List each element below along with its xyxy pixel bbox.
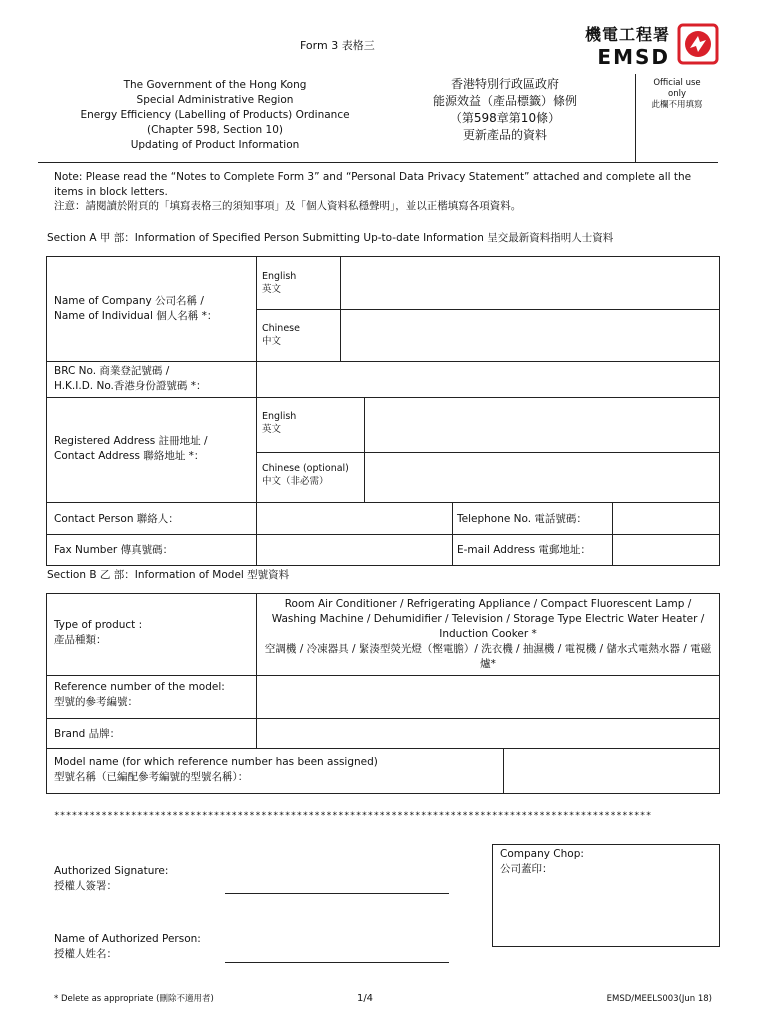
telephone-field[interactable] (613, 503, 719, 534)
address-label: Registered Address 註冊地址 / Contact Address 聯絡地址 *： (54, 435, 208, 462)
fax-field[interactable] (257, 535, 451, 565)
brc-field[interactable] (257, 362, 719, 397)
form-code: EMSD/MEELS003(Jun 18) (606, 994, 712, 1004)
company-chinese-label: Chinese 中文 (262, 323, 300, 347)
government-chinese-heading: 香港特別行政區政府 能源效益（產品標籤）條例 （第598章第10條） 更新產品的資料 (432, 77, 577, 142)
header-rule (38, 162, 718, 163)
authorized-person-name-field[interactable] (225, 934, 449, 961)
authorized-signature-label: Authorized Signature: 授權人簽署： (54, 865, 169, 892)
authorized-signature-field[interactable] (225, 865, 449, 892)
contact-person-field[interactable] (257, 503, 451, 534)
address-english-label: English 英文 (262, 411, 297, 435)
section-b-title: Section B 乙 部：Information of Model 型號資料 (47, 569, 290, 581)
emsd-emblem-icon (676, 22, 720, 66)
government-english-heading: The Government of the Hong Kong Special Administrative Region Energy Efficiency (Labelling of Products) Ordinance (Chapter 598, Section 10) Updating of Product Information (80, 79, 350, 151)
logo-english-text: EMSD (597, 45, 670, 69)
divider (256, 397, 257, 503)
email-label: E-mail Address 電郵地址： (457, 544, 591, 556)
official-use-label: Official use only 此欄不用填寫 (651, 78, 703, 110)
reference-number-label: Reference number of the model: 型號的參考編號： (54, 681, 225, 708)
official-use-divider (635, 74, 636, 162)
signature-line (225, 893, 449, 894)
section-a-title: Section A 甲 部：Information of Specified Person Submitting Up-to-date Information 呈交最新資料指明人士資料 (47, 232, 614, 244)
address-chinese-label: Chinese (optional) 中文（非必需） (262, 463, 349, 487)
delete-note: * Delete as appropriate (刪除不適用者) (54, 994, 214, 1004)
divider (452, 534, 453, 566)
authorized-person-name-label: Name of Authorized Person: 授權人姓名： (54, 933, 201, 960)
brand-label: Brand 品牌： (54, 728, 121, 740)
address-english-field[interactable] (365, 398, 719, 452)
brand-field[interactable] (257, 719, 719, 748)
product-type-label: Type of product : 產品種類： (54, 619, 143, 646)
brc-label: BRC No. 商業登記號碼 / H.K.I.D. No.香港身份證號碼 *： (54, 365, 207, 392)
note-english: Note: Please read the “Notes to Complete Form 3” and “Personal Data Privacy Statement” attached and complete all the items in block letters. (54, 171, 692, 198)
telephone-label: Telephone No. 電話號碼： (457, 513, 587, 525)
company-chinese-field[interactable] (341, 310, 719, 361)
separator-line: ***************************************************************************************************** (54, 811, 652, 821)
email-field[interactable] (613, 535, 719, 565)
reference-number-field[interactable] (257, 676, 719, 718)
model-name-field[interactable] (504, 749, 719, 793)
company-chop-label: Company Chop: 公司蓋印： (500, 848, 584, 875)
page-number: 1/4 (356, 993, 374, 1004)
address-chinese-field[interactable] (365, 453, 719, 502)
fax-label: Fax Number 傳真號碼： (54, 544, 174, 556)
divider (452, 502, 453, 535)
company-english-field[interactable] (341, 257, 719, 309)
model-name-label: Model name (for which reference number has been assigned) 型號名稱（已編配參考編號的型號名稱）： (54, 756, 378, 783)
note-chinese: 注意：請閱讀於附頁的「填寫表格三的須知事項」及「個人資料私穩聲明」，並以正楷填寫各項資料。 (54, 200, 522, 212)
divider (256, 593, 257, 676)
name-line (225, 962, 449, 963)
logo-chinese-text: 機電工程署 (584, 25, 670, 44)
form-title: Form 3 表格三 (300, 39, 375, 52)
product-type-options[interactable]: Room Air Conditioner / Refrigerating Appliance / Compact Fluorescent Lamp / Washing Machine / Dehumidifier / Television / Storage Type Electric Water Heater / Induction Cooker * 空調機 / 冷凍器具 / 緊湊型熒光燈（慳電膽）/ 洗衣機 / 抽濕機 / 電視機 / 儲水式電熱水器 / 電磁爐* (264, 598, 712, 670)
company-name-label: Name of Company 公司名稱 / Name of Individual 個人名稱 *： (54, 295, 218, 322)
emsd-logo (560, 22, 670, 69)
contact-person-label: Contact Person 聯絡人： (54, 513, 179, 525)
company-english-label: English 英文 (262, 271, 297, 295)
